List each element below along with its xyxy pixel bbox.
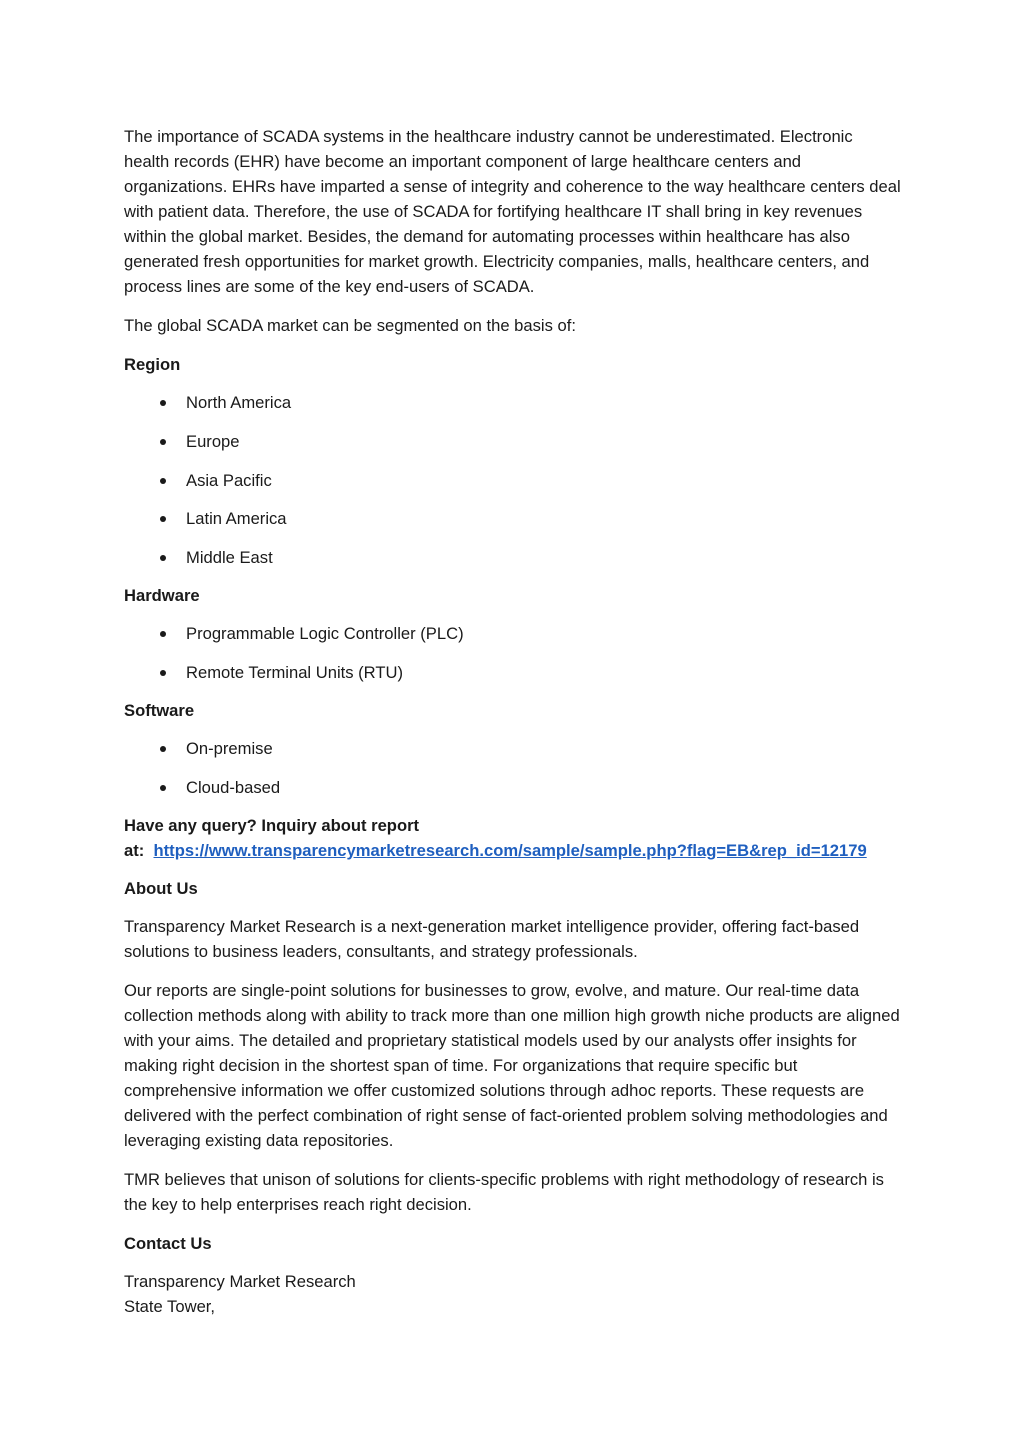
list-item-label: Remote Terminal Units (RTU) (186, 662, 403, 682)
bullet-icon (160, 746, 166, 752)
bullet-icon (160, 516, 166, 522)
list-item-label: Europe (186, 431, 240, 451)
bullet-icon (160, 478, 166, 484)
about-paragraph-3: TMR believes that unison of solutions for clients-specific problems with right methodology of research is the key to help enterprises reach right decision. (124, 1169, 884, 1214)
list-item (124, 468, 902, 493)
bullet-icon (160, 631, 166, 637)
bullet-icon (160, 670, 166, 676)
about-paragraph-1: Transparency Market Research is a next-generation market intelligence provider, offering fact-based solutions to business leaders, consultants, and strategy professionals. (124, 916, 860, 961)
list-item-label: North America (186, 393, 292, 412)
segment-intro: The global SCADA market can be segmented on the basis of: (124, 316, 576, 335)
list-item (124, 429, 902, 454)
query-block (124, 813, 902, 863)
query-line: Have any query? Inquiry about report (124, 815, 420, 835)
list-item (124, 390, 902, 415)
software-heading: Software (124, 700, 195, 720)
contact-heading: Contact Us (124, 1233, 212, 1253)
list-item (124, 775, 902, 800)
bullet-icon (160, 555, 166, 561)
list-item (124, 736, 902, 761)
about-paragraph-2: Our reports are single-point solutions for businesses to grow, evolve, and mature. Our real-time data collection methods along with ability to track more than one million high growth niche products are aligned with your aims. The detailed and proprietary statistical models used by our analysts offer insights for making right decision in the shortest span of time. For organizations that require specific but comprehensive information we offer customized solutions through adhoc reports. These requests are delivered with the perfect combination of right sense of fact-oriented problem solving methodologies and leveraging existing data repositories. (124, 980, 900, 1150)
list-item-label: Cloud-based (186, 777, 281, 797)
query-at-label: at: (124, 840, 145, 860)
hardware-list (124, 621, 902, 685)
bullet-icon (160, 439, 166, 445)
list-item-label: Middle East (186, 548, 273, 568)
contact-building: State Tower, (124, 1296, 216, 1316)
report-link[interactable]: https://www.transparencymarketresearch.com/sample/sample.php?flag=EB&rep_id=12179 (153, 840, 867, 860)
list-item (124, 506, 902, 531)
document-page (124, 124, 902, 1319)
list-item-label: Latin America (186, 509, 287, 529)
list-item (124, 545, 902, 570)
list-item (124, 660, 902, 685)
contact-company: Transparency Market Research (124, 1271, 356, 1291)
software-list (124, 736, 902, 800)
region-heading: Region (124, 355, 181, 374)
list-item-label: Asia Pacific (186, 470, 272, 490)
contact-address (124, 1269, 902, 1319)
list-item-label: Programmable Logic Controller (PLC) (186, 624, 464, 644)
bullet-icon (160, 785, 166, 791)
hardware-heading: Hardware (124, 586, 200, 606)
list-item-label: On-premise (186, 738, 273, 758)
intro-paragraph: The importance of SCADA systems in the healthcare industry cannot be underestimated. Electronic health records (EHR) have become an important component of large healthcare centers and organizations. EHRs have imparted a sense of integrity and coherence to the way healthcare centers deal with patient data. Therefore, the use of SCADA for fortifying healthcare IT shall bring in key revenues within the global market. Besides, the demand for automating processes within healthcare has also generated fresh opportunities for market growth. Electricity companies, malls, healthcare centers, and process lines are some of the key end-users of SCADA. (124, 127, 901, 296)
about-heading: About Us (124, 878, 198, 898)
region-list (124, 390, 902, 570)
bullet-icon (160, 400, 166, 406)
list-item (124, 621, 902, 646)
query-link-line (124, 838, 902, 863)
